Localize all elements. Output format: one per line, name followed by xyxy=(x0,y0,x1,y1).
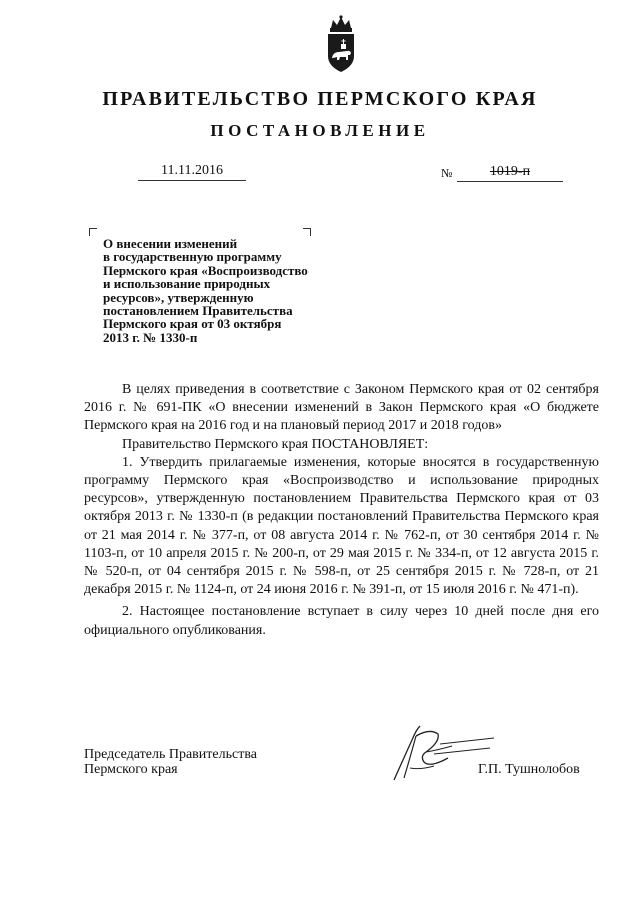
subject-line: в государственную программу xyxy=(103,249,282,265)
subject-corner-right xyxy=(303,228,311,236)
signatory-name: Г.П. Тушнолобов xyxy=(478,762,580,777)
government-title: ПРАВИТЕЛЬСТВО ПЕРМСКОГО КРАЯ xyxy=(102,88,538,110)
document-type: ПОСТАНОВЛЕНИЕ xyxy=(210,121,430,140)
perm-krai-coat-of-arms-icon xyxy=(321,14,361,74)
subject-line: Пермского края «Воспроизводство xyxy=(103,262,308,278)
signatory-position-line: Председатель Правительства xyxy=(84,747,257,762)
subject-line: постановлением Правительства xyxy=(103,303,293,319)
subject-line: Пермского края от 03 октября xyxy=(103,316,282,332)
item-2-paragraph: 2. Настоящее постановление вступает в силу через 10 дней после дня его официального опубликования. xyxy=(84,604,599,638)
signatory-position-line: Пермского края xyxy=(84,762,178,777)
document-body xyxy=(84,381,599,640)
subject-line: О внесении изменений xyxy=(103,236,238,251)
document-number: 1019-п xyxy=(457,164,563,182)
item-1-paragraph: 1. Утвердить прилагаемые изменения, которые вносятся в государственную программу Пермского края «Воспроизводство и использование природных ресурсов», утвержденную постановлением Правительства Пермского края от 03 октября 2013 г. № 1330-п (в редакции постановлений Правительства Пермского края от 21 мая 2014 г. № 377-п, от 08 августа 2014 г. № 762-п, от 30 сентября 2014 г. № 1103-п, от 10 апреля 2015 г. № 200-п, от 29 мая 2015 г. № 334-п, от 12 августа 2015 г. № 520-п, от 04 сентября 2015 г. № 598-п, от 25 сентября 2015 г. № 728-п, от 21 декабря 2015 г. № 1124-п, от 24 июня 2016 г. № 391-п, от 15 июля 2016 г. № 471-п). xyxy=(84,454,599,598)
subject-line: и использование природных xyxy=(103,276,271,292)
document-date: 11.11.2016 xyxy=(138,163,246,181)
document-subject xyxy=(103,237,353,344)
subject-corner-left xyxy=(89,228,97,236)
number-sign: № xyxy=(441,166,453,180)
subject-line: 2013 г. № 1330-п xyxy=(103,329,198,345)
resolves-paragraph: Правительство Пермского края ПОСТАНОВЛЯЕТ: xyxy=(122,436,429,452)
intro-paragraph: В целях приведения в соответствие с Законом Пермского края от 02 сентября 2016 г. № 691-ПК «О внесении изменений в Закон Пермского края «О бюджете Пермского края на 2016 год и на плановый период 2017 и 2018 годов» xyxy=(84,382,599,434)
subject-line: ресурсов», утвержденную xyxy=(103,289,254,305)
signatory-position xyxy=(84,747,257,777)
